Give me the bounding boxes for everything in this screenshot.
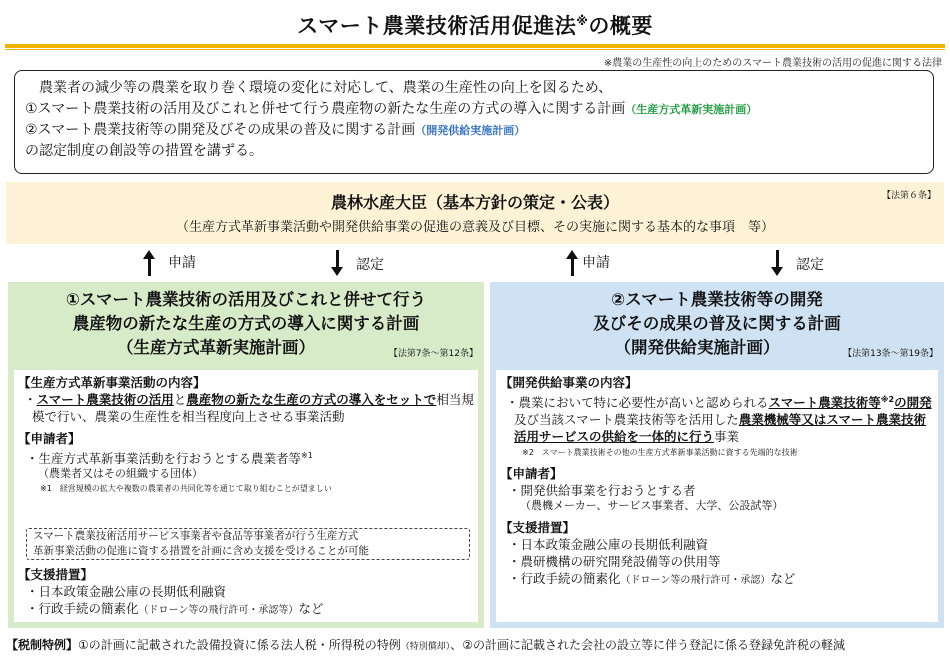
tag-production-plan: （生産方式革新実施計画） bbox=[625, 103, 758, 116]
tag-development-plan: （開発供給実施計画） bbox=[415, 124, 526, 137]
summary-line-3: ②スマート農業技術等の開発及びその成果の普及に関する計画（開発供給実施計画） bbox=[25, 122, 526, 138]
production-plan-details bbox=[14, 370, 478, 622]
production-plan-law-ref: 【法第7条～第12条】 bbox=[388, 349, 478, 359]
summary-box bbox=[14, 70, 934, 174]
summary-line-2: ①スマート農業技術の活用及びこれと併せて行う農産物の新たな生産の方式の導入に関する計画（生産方式革新実施計画） bbox=[25, 101, 758, 117]
page-title: スマート農業技術活用促進法※の概要 bbox=[297, 14, 653, 38]
support-item-2: ・農研機構の研究開発設備等の供用等 bbox=[508, 554, 721, 570]
applicant-item: ・生産方式革新事業活動を行おうとする農業者等$^{※1}$ bbox=[26, 451, 313, 467]
apply-up-arrow-right bbox=[571, 258, 574, 276]
content-text: ・農業において特に必要性が高いと認められるスマート農業技術等$^{※2}$の開発及び当該スマート農業技術等を活用した農業機械等又はスマート農業技術活用サービスの供給を一体的に行う事業 bbox=[506, 395, 932, 445]
development-plan-panel bbox=[490, 282, 944, 628]
production-plan-heading: ①スマート農業技術の活用及びこれと併せて行う 農産物の新たな生産の方式の導入に関する計画 （生産方式革新実施計画） bbox=[65, 290, 427, 357]
apply-label-left: 申請 bbox=[168, 255, 196, 271]
applicant-detail: （農業者又はその組織する団体） bbox=[38, 467, 203, 481]
tax-special-measures: 【税制特例】①の計画に記載された設備投資に係る法人税・所得税の特例（特別償却）、②の計画に記載された会社の設立等に伴う登記に係る登録免許税の軽減 bbox=[6, 638, 846, 652]
support-item-1: ・日本政策金融公庫の長期低利融資 bbox=[508, 537, 709, 553]
title-accent-bar bbox=[5, 44, 945, 48]
support-heading: 【支援措置】 bbox=[18, 567, 94, 582]
minister-law-ref: 【法第６条】 bbox=[881, 191, 936, 201]
applicant-heading: 【申請者】 bbox=[500, 466, 563, 482]
law-footnote: ※農業の生産性の向上のためのスマート農業技術の活用の促進に関する法律 bbox=[603, 58, 942, 69]
development-plan-heading: ②スマート農業技術等の開発 及びその成果の普及に関する計画 （開発供給実施計画） bbox=[593, 290, 841, 357]
content-text: ・スマート農業技術の活用と農産物の新たな生産の方式の導入をセットで相当規模で行い、農業の生産性を相当程度向上させる事業活動 bbox=[24, 392, 474, 424]
minister-box bbox=[6, 182, 944, 244]
summary-line-4: の認定制度の創設等の措置を講ずる。 bbox=[25, 143, 263, 159]
approve-label-right: 認定 bbox=[796, 257, 824, 273]
support-item-1: ・日本政策金融公庫の長期低利融資 bbox=[26, 584, 227, 599]
content-heading: 【生産方式革新事業活動の内容】 bbox=[18, 375, 206, 390]
minister-title: 農林水産大臣（基本方針の策定・公表） bbox=[330, 193, 619, 212]
applicant-item: ・開発供給事業を行おうとする者 bbox=[508, 483, 696, 499]
note-2: ※2 スマート農業技術その他の生産方式革新事業活動に資する先端的な技術 bbox=[522, 448, 798, 458]
approve-label-left: 認定 bbox=[356, 257, 384, 273]
title-accent-line bbox=[5, 49, 945, 50]
support-heading: 【支援措置】 bbox=[500, 520, 576, 536]
content-heading: 【開発供給事業の内容】 bbox=[500, 375, 638, 390]
apply-label-right: 申請 bbox=[582, 255, 610, 271]
development-plan-details bbox=[496, 370, 938, 622]
support-item-3: ・行政手続の簡素化（ドローン等の飛行許可・承認）など bbox=[508, 571, 796, 587]
applicant-detail: （農機メーカー、サービス事業者、大学、公設試等） bbox=[520, 499, 784, 513]
approve-down-arrow-right bbox=[776, 250, 779, 268]
minister-desc: （生産方式革新事業活動や開発供給事業の促進の意義及び目標、その実施に関する基本的な事項 等） bbox=[175, 220, 774, 235]
apply-up-arrow-left bbox=[148, 258, 151, 276]
approve-down-arrow-left bbox=[336, 250, 339, 268]
note-1: ※1 経営規模の拡大や複数の農業者の共同化等を通じて取り組むことが望ましい bbox=[40, 484, 332, 494]
production-plan-panel bbox=[8, 282, 484, 628]
support-item-2: ・行政手続の簡素化（ドローン等の飛行許可・承認等）など bbox=[26, 601, 324, 616]
summary-line-1: 農業者の減少等の農業を取り巻く環境の変化に対応して、農業の生産性の向上を図るため、 bbox=[39, 80, 613, 96]
service-provider-note: スマート農業技術活用サービス事業者や食品等事業者が行う生産方式 革新事業活動の促進に資する措置を計画に含め支援を受けることが可能 bbox=[26, 528, 470, 560]
development-plan-law-ref: 【法第13条～第19条】 bbox=[843, 349, 938, 359]
applicant-heading: 【申請者】 bbox=[18, 431, 81, 446]
